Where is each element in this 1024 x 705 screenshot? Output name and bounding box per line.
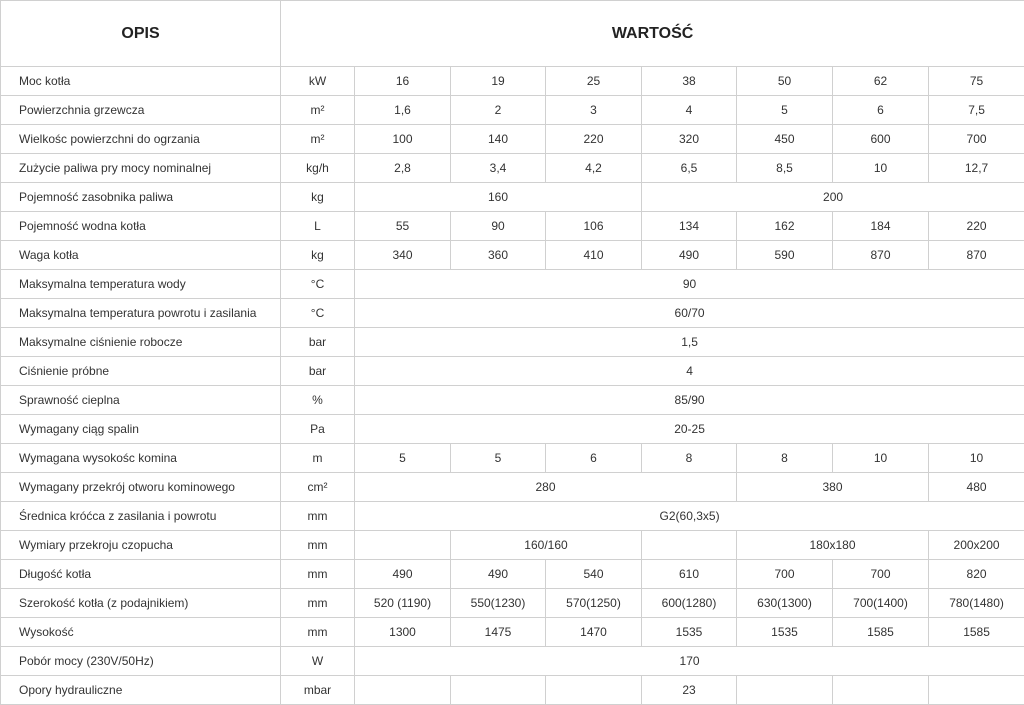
value-cell [355,531,451,560]
value-cell: 490 [355,560,451,589]
value-cell: 870 [929,241,1024,270]
value-cell: 170 [355,647,1024,676]
table-row [1,531,1024,560]
value-cell: 600(1280) [642,589,737,618]
table-row [1,386,1024,415]
table-row [1,154,1024,183]
row-unit: mm [281,502,355,531]
row-unit: cm² [281,473,355,502]
value-cell: 10 [833,444,929,473]
value-cell: 2,8 [355,154,451,183]
row-unit: Pa [281,415,355,444]
value-cell: 2 [451,96,546,125]
row-label: Pojemność zasobnika paliwa [1,183,281,212]
value-cell: 25 [546,67,642,96]
row-label: Maksymalne ciśnienie robocze [1,328,281,357]
value-cell: 320 [642,125,737,154]
value-cell: G2(60,3x5) [355,502,1024,531]
row-label: Zużycie paliwa pry mocy nominalnej [1,154,281,183]
table-row [1,299,1024,328]
row-label: Wysokość [1,618,281,647]
value-cell: 630(1300) [737,589,833,618]
row-unit: L [281,212,355,241]
row-label: Wymagany przekrój otworu kominowego [1,473,281,502]
value-cell: 780(1480) [929,589,1024,618]
value-cell: 8,5 [737,154,833,183]
table-row [1,589,1024,618]
value-cell [546,676,642,705]
row-label: Długość kotła [1,560,281,589]
value-cell: 1,5 [355,328,1024,357]
value-cell: 16 [355,67,451,96]
value-cell: 12,7 [929,154,1024,183]
value-cell: 3 [546,96,642,125]
value-cell: 134 [642,212,737,241]
table-row [1,618,1024,647]
value-cell: 550(1230) [451,589,546,618]
value-cell: 200 [642,183,1024,212]
table-row [1,444,1024,473]
value-cell: 700 [833,560,929,589]
table-row [1,212,1024,241]
row-unit: kg/h [281,154,355,183]
row-label: Wymagany ciąg spalin [1,415,281,444]
value-cell: 162 [737,212,833,241]
value-cell: 75 [929,67,1024,96]
row-unit: m² [281,96,355,125]
row-label: Wymiary przekroju czopucha [1,531,281,560]
value-cell: 184 [833,212,929,241]
row-unit: °C [281,270,355,299]
value-cell [355,676,451,705]
value-cell: 85/90 [355,386,1024,415]
value-cell: 10 [929,444,1024,473]
header-opis: OPIS [1,1,281,67]
row-label: Opory hydrauliczne [1,676,281,705]
value-cell: 380 [737,473,929,502]
row-label: Moc kotła [1,67,281,96]
value-cell: 490 [451,560,546,589]
table-row [1,183,1024,212]
row-label: Średnica króćca z zasilania i powrotu [1,502,281,531]
value-cell: 450 [737,125,833,154]
value-cell: 590 [737,241,833,270]
row-label: Powierzchnia grzewcza [1,96,281,125]
value-cell: 6 [546,444,642,473]
value-cell: 180x180 [737,531,929,560]
row-label: Wymagana wysokośc komina [1,444,281,473]
row-label: Ciśnienie próbne [1,357,281,386]
value-cell: 55 [355,212,451,241]
value-cell: 62 [833,67,929,96]
table-row [1,502,1024,531]
value-cell [929,676,1024,705]
value-cell: 360 [451,241,546,270]
table-row [1,647,1024,676]
value-cell: 700(1400) [833,589,929,618]
value-cell: 90 [355,270,1024,299]
value-cell: 200x200 [929,531,1024,560]
value-cell: 1535 [737,618,833,647]
row-unit: W [281,647,355,676]
value-cell: 220 [929,212,1024,241]
table-row [1,67,1024,96]
value-cell: 4 [642,96,737,125]
row-unit: mm [281,531,355,560]
header-row [1,1,1024,67]
value-cell: 700 [929,125,1024,154]
row-label: Wielkośc powierzchni do ogrzania [1,125,281,154]
value-cell: 106 [546,212,642,241]
row-unit: kg [281,241,355,270]
value-cell: 10 [833,154,929,183]
table-row [1,125,1024,154]
row-label: Szerokość kotła (z podajnikiem) [1,589,281,618]
row-unit: °C [281,299,355,328]
value-cell: 20-25 [355,415,1024,444]
value-cell: 1300 [355,618,451,647]
value-cell: 160/160 [451,531,642,560]
value-cell: 1475 [451,618,546,647]
value-cell: 160 [355,183,642,212]
value-cell: 870 [833,241,929,270]
value-cell: 8 [642,444,737,473]
table-row [1,676,1024,705]
table-row [1,560,1024,589]
value-cell: 5 [355,444,451,473]
value-cell: 6,5 [642,154,737,183]
value-cell: 490 [642,241,737,270]
row-label: Pojemność wodna kotła [1,212,281,241]
value-cell: 1585 [833,618,929,647]
table-row [1,241,1024,270]
value-cell: 100 [355,125,451,154]
table-row [1,473,1024,502]
row-unit: m [281,444,355,473]
value-cell: 1535 [642,618,737,647]
value-cell: 3,4 [451,154,546,183]
value-cell: 23 [642,676,737,705]
row-unit: mbar [281,676,355,705]
row-unit: bar [281,357,355,386]
value-cell [737,676,833,705]
value-cell [451,676,546,705]
value-cell: 570(1250) [546,589,642,618]
spec-table-body [1,67,1024,705]
header-wartosc: WARTOŚĆ [281,1,1024,67]
table-row [1,270,1024,299]
row-unit: m² [281,125,355,154]
value-cell: 4,2 [546,154,642,183]
value-cell: 8 [737,444,833,473]
value-cell: 540 [546,560,642,589]
row-label: Pobór mocy (230V/50Hz) [1,647,281,676]
value-cell: 1470 [546,618,642,647]
row-label: Maksymalna temperatura wody [1,270,281,299]
row-unit: mm [281,618,355,647]
table-row [1,415,1024,444]
value-cell: 520 (1190) [355,589,451,618]
row-unit: bar [281,328,355,357]
value-cell: 1585 [929,618,1024,647]
row-unit: kW [281,67,355,96]
value-cell: 340 [355,241,451,270]
row-unit: mm [281,560,355,589]
value-cell: 19 [451,67,546,96]
value-cell: 5 [451,444,546,473]
value-cell: 90 [451,212,546,241]
row-label: Maksymalna temperatura powrotu i zasilania [1,299,281,328]
table-row [1,328,1024,357]
table-row [1,357,1024,386]
value-cell [642,531,737,560]
row-unit: mm [281,589,355,618]
value-cell: 480 [929,473,1024,502]
value-cell: 1,6 [355,96,451,125]
row-unit: kg [281,183,355,212]
value-cell: 60/70 [355,299,1024,328]
row-label: Sprawność cieplna [1,386,281,415]
row-label: Waga kotła [1,241,281,270]
value-cell: 700 [737,560,833,589]
value-cell: 4 [355,357,1024,386]
value-cell: 410 [546,241,642,270]
value-cell: 280 [355,473,737,502]
value-cell: 220 [546,125,642,154]
value-cell: 610 [642,560,737,589]
value-cell: 140 [451,125,546,154]
value-cell: 38 [642,67,737,96]
value-cell: 6 [833,96,929,125]
table-row [1,96,1024,125]
value-cell: 5 [737,96,833,125]
value-cell: 7,5 [929,96,1024,125]
value-cell: 600 [833,125,929,154]
row-unit: % [281,386,355,415]
value-cell [833,676,929,705]
value-cell: 820 [929,560,1024,589]
value-cell: 50 [737,67,833,96]
